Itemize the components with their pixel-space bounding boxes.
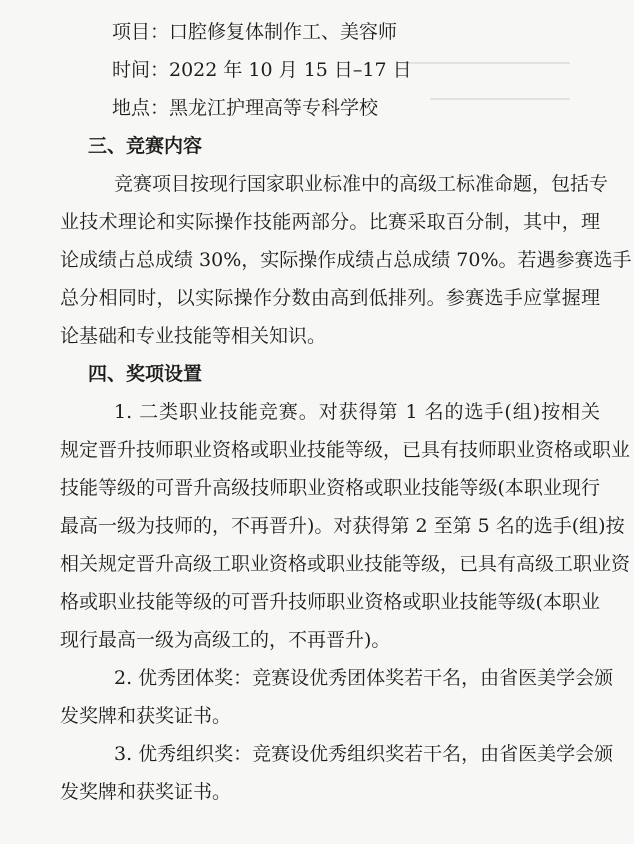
award-item-1-line: 规定晋升技师职业资格或职业技能等级，已具有技师职业资格或职业 — [60, 439, 631, 461]
section-3-line: 竞赛项目按现行国家职业标准中的高级工标准命题，包括专 — [114, 173, 609, 195]
bleed-through-mark — [400, 62, 570, 64]
section-3-line: 论基础和专业技能等相关知识。 — [60, 325, 327, 347]
award-item-1-line: 1. 二类职业技能竞赛。对获得第 1 名的选手(组)按相关 — [114, 401, 600, 423]
section-3-line: 总分相同时，以实际操作分数由高到低排列。参赛选手应掌握理 — [60, 287, 600, 309]
award-item-2-line: 发奖牌和获奖证书。 — [60, 705, 232, 727]
award-item-1-line: 格或职业技能等级的可晋升技师职业资格或职业技能等级(本职业 — [60, 591, 600, 613]
award-item-3-line: 3. 优秀组织奖：竞赛设优秀组织奖若干名，由省医美学会颁 — [114, 743, 614, 765]
section-3-heading: 三、竞赛内容 — [88, 135, 203, 157]
bleed-through-mark — [430, 98, 570, 100]
award-item-1-line: 现行最高一级为高级工的，不再晋升)。 — [60, 629, 391, 651]
award-item-3-line: 发奖牌和获奖证书。 — [60, 781, 232, 803]
award-item-2-line: 2. 优秀团体奖：竞赛设优秀团体奖若干名，由省医美学会颁 — [114, 667, 614, 689]
award-item-1-line: 技能等级的可晋升高级技师职业资格或职业技能等级(本职业现行 — [60, 477, 600, 499]
place-line: 地点：黑龙江护理高等专科学校 — [112, 97, 379, 119]
section-3-line: 论成绩占总成绩 30%，实际操作成绩占总成绩 70%。若遇参赛选手 — [60, 249, 632, 271]
award-item-1-line: 最高一级为技师的，不再晋升)。对获得第 2 至第 5 名的选手(组)按 — [60, 515, 625, 537]
section-3-line: 业技术理论和实际操作技能两部分。比赛采取百分制，其中，理 — [60, 211, 600, 233]
section-4-heading: 四、奖项设置 — [88, 363, 203, 385]
award-item-1-line: 相关规定晋升高级工职业资格或职业技能等级，已具有高级工职业资 — [60, 553, 631, 575]
time-line: 时间：2022 年 10 月 15 日–17 日 — [112, 59, 412, 81]
project-line: 项目：口腔修复体制作工、美容师 — [112, 21, 398, 43]
